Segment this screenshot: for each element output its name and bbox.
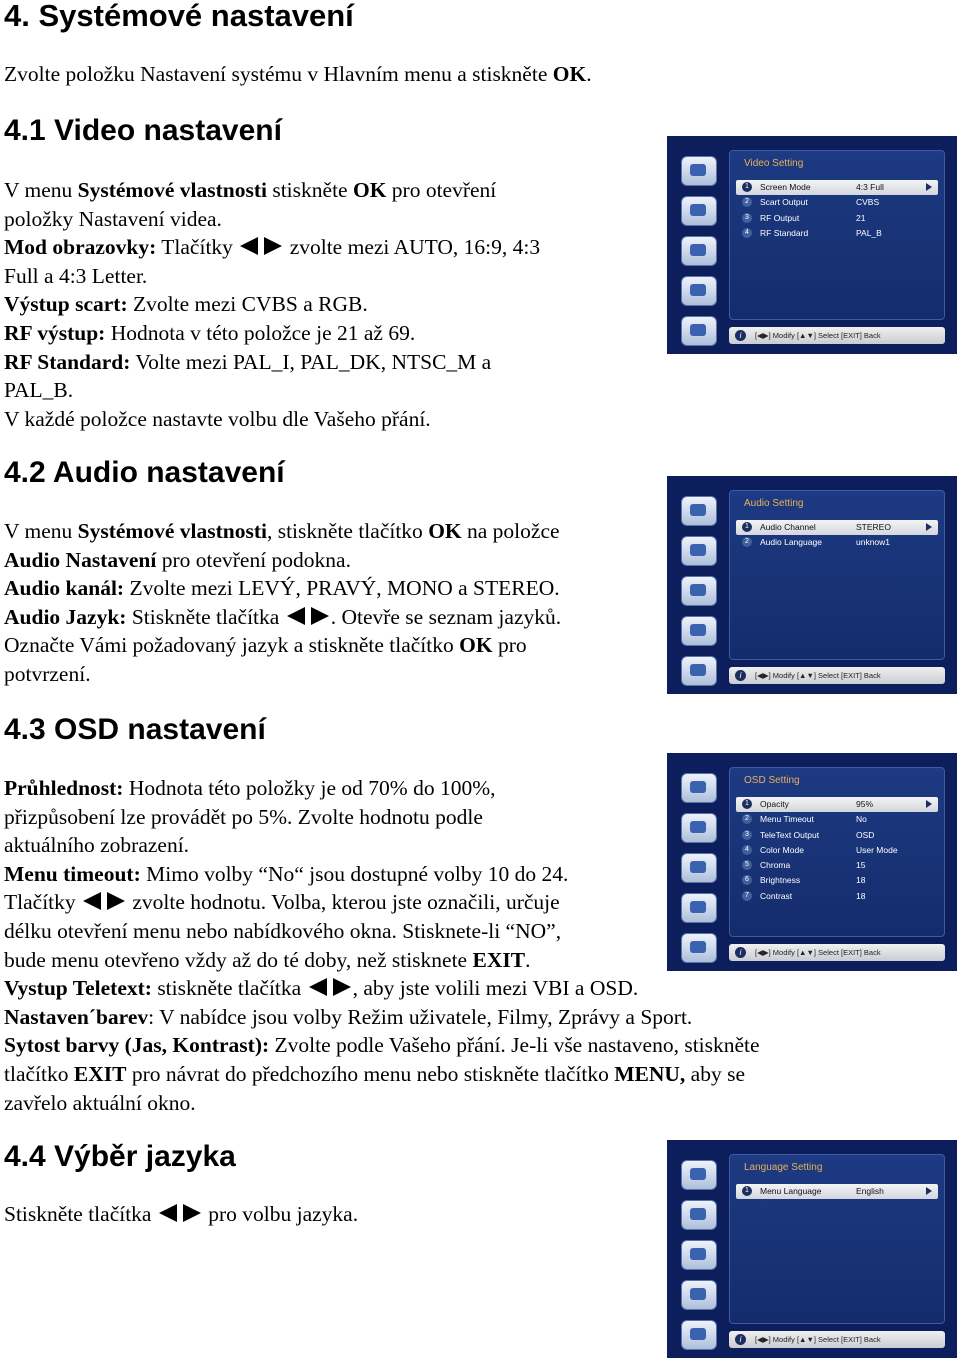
bold-text: OK <box>552 62 587 86</box>
paragraph-line: Výstup scart: Zvolte mezi CVBS a RGB. <box>4 292 368 317</box>
row-value: No <box>856 814 867 825</box>
section-4-4-title: 4.4 Výběr jazyka <box>4 1140 236 1173</box>
row-number: 3 <box>742 213 752 223</box>
search-icon <box>681 156 717 186</box>
setting-rows <box>736 520 938 551</box>
info-icon: i <box>735 1334 746 1345</box>
setting-row[interactable] <box>736 797 938 812</box>
selection-arrow-icon <box>926 183 932 191</box>
row-value: 18 <box>856 875 866 886</box>
tools-icon <box>681 276 717 306</box>
row-label: Color Mode <box>760 844 804 855</box>
menu-side-icons <box>681 1160 721 1358</box>
edit-icon <box>681 813 717 843</box>
row-number: 7 <box>742 891 752 901</box>
user-icon <box>681 853 717 883</box>
setting-panel <box>729 490 945 660</box>
row-number: 1 <box>742 182 752 192</box>
row-number: 2 <box>742 197 752 207</box>
row-number: 4 <box>742 228 752 238</box>
section-4-title: 4. Systémové nastavení <box>4 0 354 33</box>
tools-icon <box>681 1280 717 1310</box>
section-4-2-title: 4.2 Audio nastavení <box>4 456 285 489</box>
setting-row[interactable] <box>736 873 938 888</box>
setting-row[interactable] <box>736 535 938 550</box>
paragraph-line: aktuálního zobrazení. <box>4 833 190 858</box>
menu-side-icons <box>681 496 721 694</box>
search-icon <box>681 496 717 526</box>
panel-title: Audio Setting <box>744 498 804 509</box>
paragraph-line: PAL_B. <box>4 378 74 403</box>
help-text: [◀▶] Modify [▲▼] Select [EXIT] Back <box>755 671 881 680</box>
user-icon <box>681 576 717 606</box>
row-number: 1 <box>742 1186 752 1196</box>
setting-row[interactable] <box>736 828 938 843</box>
paragraph-line: Audio kanál: Zvolte mezi LEVÝ, PRAVÝ, MONO a STEREO. <box>4 576 560 601</box>
paragraph-line: Sytost barvy (Jas, Kontrast): Zvolte podle Vašeho přání. Je-li vše nastaveno, stiskněte <box>4 1033 760 1058</box>
row-label: Contrast <box>760 890 793 901</box>
row-value: 18 <box>856 890 866 901</box>
game-icon <box>681 656 717 686</box>
row-label: Opacity <box>760 799 789 809</box>
row-value: 95% <box>856 799 874 809</box>
paragraph-line: Audio Jazyk: Stiskněte tlačítka . Otevře se seznam jazyků. <box>4 604 562 629</box>
paragraph-line: V menu Systémové vlastnosti, stiskněte tlačítko OK na položce <box>4 519 560 543</box>
paragraph-line: přizpůsobení lze provádět po 5%. Zvolte hodnotu podle <box>4 804 483 829</box>
setting-row[interactable] <box>736 812 938 827</box>
selection-arrow-icon <box>926 800 932 808</box>
row-label: TeleText Output <box>760 829 820 840</box>
game-icon <box>681 1320 717 1350</box>
setting-panel <box>729 767 945 937</box>
section-4-2-body <box>4 517 561 689</box>
user-icon <box>681 236 717 266</box>
row-value: 15 <box>856 860 866 871</box>
panel-title: Language Setting <box>744 1162 823 1173</box>
user-icon <box>681 1240 717 1270</box>
paragraph-line: RF Standard: Volte mezi PAL_I, PAL_DK, NTSC_M a <box>4 349 492 374</box>
paragraph-line: RF výstup: Hodnota v této položce je 21 až 69. <box>4 320 416 345</box>
paragraph-line: Tlačítky zvolte hodnotu. Volba, kterou jste označili, určuje <box>4 890 560 915</box>
paragraph-line: bude menu otevřeno vždy až do té doby, než stisknete EXIT. <box>4 947 531 972</box>
game-icon <box>681 316 717 346</box>
setting-row[interactable] <box>736 520 938 535</box>
setting-panel <box>729 150 945 320</box>
row-label: RF Standard <box>760 227 809 238</box>
setting-rows <box>736 797 938 904</box>
left-right-arrows-icon <box>159 1203 201 1223</box>
tools-icon <box>681 893 717 923</box>
setting-panel <box>729 1154 945 1324</box>
row-number: 2 <box>742 537 752 547</box>
row-label: Scart Output <box>760 197 808 208</box>
row-number: 5 <box>742 860 752 870</box>
section-4-3-title: 4.3 OSD nastavení <box>4 713 266 746</box>
selection-arrow-icon <box>926 1187 932 1195</box>
setting-row[interactable] <box>736 858 938 873</box>
row-label: Screen Mode <box>760 182 811 192</box>
help-text: [◀▶] Modify [▲▼] Select [EXIT] Back <box>755 1335 881 1344</box>
info-icon: i <box>735 947 746 958</box>
row-label: Menu Timeout <box>760 814 814 825</box>
help-text: [◀▶] Modify [▲▼] Select [EXIT] Back <box>755 948 881 957</box>
paragraph-line: V každé položce nastavte volbu dle Vašeho přání. <box>4 406 431 431</box>
paragraph-line: Audio Nastavení pro otevření podokna. <box>4 547 351 572</box>
info-icon: i <box>735 330 746 341</box>
section-4-3-body <box>4 774 760 1117</box>
left-right-arrows-icon <box>287 606 329 626</box>
help-bar <box>729 944 945 961</box>
paragraph-line: Nastaven´barev: V nabídce jsou volby Režim uživatele, Filmy, Zprávy a Sport. <box>4 1004 693 1029</box>
row-label: Brightness <box>760 875 801 886</box>
language-setting-screenshot <box>667 1140 957 1358</box>
setting-rows <box>736 1184 938 1199</box>
paragraph-line: Mod obrazovky: Tlačítky zvolte mezi AUTO, 16:9, 4:3 <box>4 235 541 260</box>
row-value: STEREO <box>856 522 891 532</box>
row-number: 1 <box>742 799 752 809</box>
paragraph-line: Full a 4:3 Letter. <box>4 263 148 288</box>
row-label: Menu Language <box>760 1186 822 1196</box>
row-value: English <box>856 1186 884 1196</box>
game-icon <box>681 933 717 963</box>
help-text: [◀▶] Modify [▲▼] Select [EXIT] Back <box>755 331 881 340</box>
row-label: Audio Channel <box>760 522 816 532</box>
row-value: OSD <box>856 829 875 840</box>
row-value: User Mode <box>856 844 898 855</box>
text: . <box>586 62 592 86</box>
row-value: CVBS <box>856 197 880 208</box>
paragraph-line: tlačítko EXIT pro návrat do předchozího menu nebo stiskněte tlačítko MENU, aby se <box>4 1061 745 1086</box>
paragraph-line: Průhlednost: Hodnota této položky je od 70% do 100%, <box>4 776 496 800</box>
row-value: PAL_B <box>856 227 882 238</box>
edit-icon <box>681 536 717 566</box>
paragraph-line: Menu timeout: Mimo volby “No“ jsou dostupné volby 10 do 24. <box>4 861 569 886</box>
section-4-1-body <box>4 176 540 433</box>
row-number: 4 <box>742 845 752 855</box>
section-4-intro <box>4 60 592 89</box>
menu-side-icons <box>681 773 721 971</box>
paragraph-line: Vystup Teletext: stiskněte tlačítka , aby jste volili mezi VBI a OSD. <box>4 976 639 1001</box>
row-value: 4:3 Full <box>856 182 884 192</box>
row-label: Chroma <box>760 860 791 871</box>
section-4-4-body <box>4 1200 358 1229</box>
audio-setting-screenshot <box>667 476 957 694</box>
left-right-arrows-icon <box>309 977 351 997</box>
setting-rows <box>736 180 938 241</box>
row-label: RF Output <box>760 212 800 223</box>
setting-row[interactable] <box>736 195 938 210</box>
row-value: 21 <box>856 212 866 223</box>
left-right-arrows-icon <box>240 236 282 256</box>
search-icon <box>681 1160 717 1190</box>
panel-title: Video Setting <box>744 158 804 169</box>
video-setting-screenshot <box>667 136 957 354</box>
search-icon <box>681 773 717 803</box>
paragraph-line: zavřelo aktuální okno. <box>4 1090 196 1115</box>
setting-row[interactable] <box>736 1184 938 1199</box>
tools-icon <box>681 616 717 646</box>
paragraph-line: položky Nastavení videa. <box>4 206 222 231</box>
help-bar <box>729 327 945 344</box>
setting-row[interactable] <box>736 226 938 241</box>
paragraph-line: Stiskněte tlačítka pro volbu jazyka. <box>4 1202 359 1226</box>
row-number: 6 <box>742 875 752 885</box>
setting-row[interactable] <box>736 180 938 195</box>
help-bar <box>729 667 945 684</box>
row-number: 1 <box>742 522 752 532</box>
selection-arrow-icon <box>926 523 932 531</box>
section-4-1-title: 4.1 Video nastavení <box>4 114 282 147</box>
osd-setting-screenshot <box>667 753 957 971</box>
setting-row[interactable] <box>736 889 938 904</box>
paragraph-line: Označte Vámi požadovaný jazyk a stiskněte tlačítko OK pro <box>4 633 527 658</box>
row-number: 2 <box>742 814 752 824</box>
paragraph-line: potvrzení. <box>4 661 91 686</box>
help-bar <box>729 1331 945 1348</box>
menu-side-icons <box>681 156 721 354</box>
paragraph-line: V menu Systémové vlastnosti stiskněte OK pro otevření <box>4 178 497 202</box>
text: Zvolte položku Nastavení systému v Hlavním menu a stiskněte <box>4 62 553 86</box>
row-label: Audio Language <box>760 537 822 548</box>
setting-row[interactable] <box>736 843 938 858</box>
row-value: unknow1 <box>856 537 891 548</box>
row-number: 3 <box>742 830 752 840</box>
setting-row[interactable] <box>736 211 938 226</box>
panel-title: OSD Setting <box>744 775 800 786</box>
paragraph-line: délku otevření menu nebo nabídkového okna. Stisknete-li “NO”, <box>4 918 562 943</box>
edit-icon <box>681 196 717 226</box>
left-right-arrows-icon <box>83 891 125 911</box>
edit-icon <box>681 1200 717 1230</box>
info-icon: i <box>735 670 746 681</box>
